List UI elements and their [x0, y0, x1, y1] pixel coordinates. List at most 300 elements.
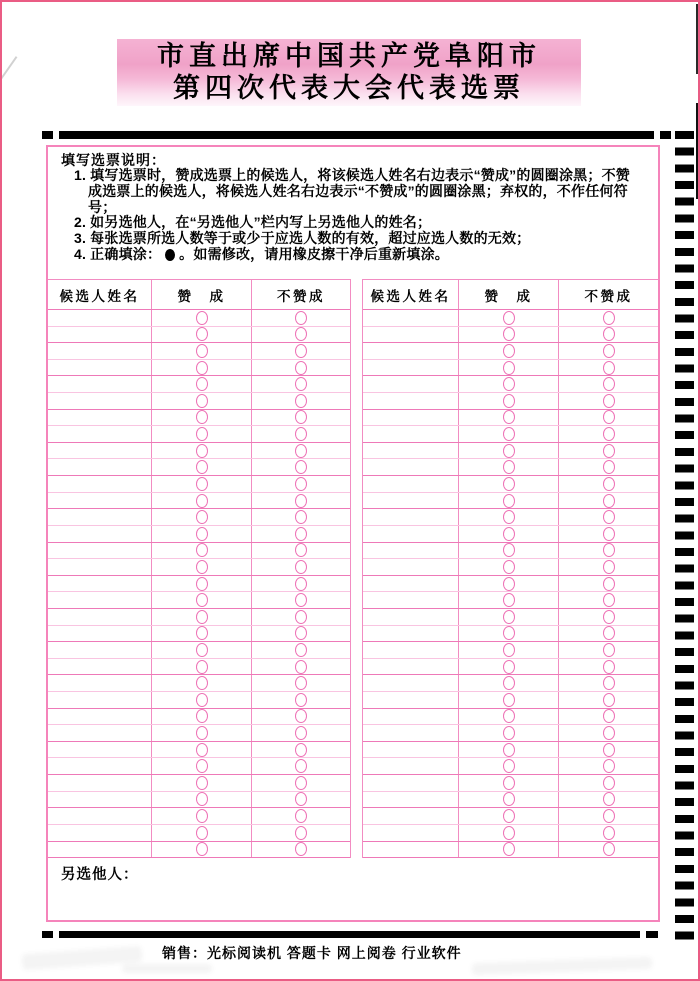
disapprove-bubble[interactable] — [603, 842, 615, 856]
candidate-name-cell[interactable] — [48, 659, 151, 675]
disapprove-bubble-cell[interactable] — [558, 725, 658, 741]
approve-bubble-cell[interactable] — [151, 808, 251, 824]
approve-bubble[interactable] — [196, 560, 208, 574]
approve-bubble[interactable] — [196, 510, 208, 524]
candidate-name-cell[interactable] — [363, 576, 458, 592]
approve-bubble-cell[interactable] — [458, 443, 558, 459]
disapprove-bubble-cell[interactable] — [558, 393, 658, 409]
approve-bubble-cell[interactable] — [151, 742, 251, 758]
disapprove-bubble[interactable] — [295, 593, 307, 607]
candidate-name-cell[interactable] — [48, 592, 151, 608]
approve-bubble[interactable] — [503, 743, 515, 757]
approve-bubble-cell[interactable] — [151, 327, 251, 343]
candidate-name-cell[interactable] — [48, 443, 151, 459]
approve-bubble-cell[interactable] — [151, 675, 251, 691]
approve-bubble-cell[interactable] — [151, 642, 251, 658]
candidate-name-cell[interactable] — [363, 426, 458, 442]
disapprove-bubble-cell[interactable] — [558, 825, 658, 841]
approve-bubble[interactable] — [503, 444, 515, 458]
approve-bubble[interactable] — [196, 593, 208, 607]
disapprove-bubble-cell[interactable] — [251, 310, 350, 326]
candidate-name-cell[interactable] — [363, 808, 458, 824]
approve-bubble[interactable] — [503, 792, 515, 806]
approve-bubble[interactable] — [503, 460, 515, 474]
approve-bubble-cell[interactable] — [458, 642, 558, 658]
disapprove-bubble-cell[interactable] — [251, 742, 350, 758]
approve-bubble-cell[interactable] — [151, 758, 251, 774]
disapprove-bubble[interactable] — [603, 626, 615, 640]
disapprove-bubble-cell[interactable] — [558, 609, 658, 625]
approve-bubble-cell[interactable] — [458, 709, 558, 725]
approve-bubble[interactable] — [196, 610, 208, 624]
approve-bubble[interactable] — [503, 643, 515, 657]
candidate-name-cell[interactable] — [363, 310, 458, 326]
candidate-name-cell[interactable] — [48, 360, 151, 376]
approve-bubble-cell[interactable] — [458, 675, 558, 691]
disapprove-bubble[interactable] — [295, 460, 307, 474]
approve-bubble[interactable] — [196, 842, 208, 856]
disapprove-bubble-cell[interactable] — [558, 592, 658, 608]
approve-bubble[interactable] — [196, 477, 208, 491]
approve-bubble[interactable] — [196, 410, 208, 424]
approve-bubble-cell[interactable] — [151, 626, 251, 642]
candidate-name-cell[interactable] — [48, 343, 151, 359]
disapprove-bubble-cell[interactable] — [558, 360, 658, 376]
approve-bubble-cell[interactable] — [458, 310, 558, 326]
approve-bubble[interactable] — [503, 543, 515, 557]
disapprove-bubble[interactable] — [295, 494, 307, 508]
approve-bubble-cell[interactable] — [458, 775, 558, 791]
candidate-name-cell[interactable] — [363, 559, 458, 575]
disapprove-bubble-cell[interactable] — [558, 509, 658, 525]
candidate-name-cell[interactable] — [48, 310, 151, 326]
disapprove-bubble-cell[interactable] — [251, 808, 350, 824]
approve-bubble[interactable] — [196, 643, 208, 657]
candidate-name-cell[interactable] — [48, 626, 151, 642]
approve-bubble-cell[interactable] — [458, 393, 558, 409]
disapprove-bubble-cell[interactable] — [251, 758, 350, 774]
candidate-name-cell[interactable] — [363, 376, 458, 392]
disapprove-bubble[interactable] — [295, 709, 307, 723]
candidate-name-cell[interactable] — [48, 825, 151, 841]
disapprove-bubble-cell[interactable] — [558, 758, 658, 774]
disapprove-bubble-cell[interactable] — [251, 825, 350, 841]
candidate-name-cell[interactable] — [48, 775, 151, 791]
disapprove-bubble[interactable] — [295, 510, 307, 524]
candidate-name-cell[interactable] — [363, 642, 458, 658]
approve-bubble[interactable] — [196, 743, 208, 757]
disapprove-bubble[interactable] — [603, 610, 615, 624]
approve-bubble[interactable] — [503, 826, 515, 840]
approve-bubble[interactable] — [196, 361, 208, 375]
candidate-name-cell[interactable] — [363, 493, 458, 509]
disapprove-bubble-cell[interactable] — [251, 709, 350, 725]
approve-bubble[interactable] — [196, 460, 208, 474]
disapprove-bubble-cell[interactable] — [558, 626, 658, 642]
approve-bubble-cell[interactable] — [458, 410, 558, 426]
approve-bubble-cell[interactable] — [151, 410, 251, 426]
disapprove-bubble-cell[interactable] — [251, 842, 350, 858]
approve-bubble-cell[interactable] — [458, 493, 558, 509]
candidate-name-cell[interactable] — [48, 725, 151, 741]
candidate-name-cell[interactable] — [48, 376, 151, 392]
approve-bubble-cell[interactable] — [458, 343, 558, 359]
approve-bubble-cell[interactable] — [151, 476, 251, 492]
candidate-name-cell[interactable] — [48, 758, 151, 774]
approve-bubble-cell[interactable] — [458, 327, 558, 343]
candidate-name-cell[interactable] — [363, 410, 458, 426]
disapprove-bubble-cell[interactable] — [251, 426, 350, 442]
candidate-name-cell[interactable] — [48, 393, 151, 409]
approve-bubble[interactable] — [196, 626, 208, 640]
candidate-name-cell[interactable] — [48, 709, 151, 725]
candidate-name-cell[interactable] — [48, 327, 151, 343]
approve-bubble[interactable] — [503, 693, 515, 707]
disapprove-bubble[interactable] — [295, 826, 307, 840]
candidate-name-cell[interactable] — [48, 692, 151, 708]
disapprove-bubble[interactable] — [295, 693, 307, 707]
disapprove-bubble[interactable] — [295, 743, 307, 757]
approve-bubble-cell[interactable] — [458, 808, 558, 824]
disapprove-bubble[interactable] — [295, 759, 307, 773]
disapprove-bubble[interactable] — [295, 842, 307, 856]
disapprove-bubble[interactable] — [603, 527, 615, 541]
disapprove-bubble[interactable] — [603, 560, 615, 574]
approve-bubble[interactable] — [196, 660, 208, 674]
disapprove-bubble[interactable] — [295, 477, 307, 491]
approve-bubble[interactable] — [196, 543, 208, 557]
approve-bubble-cell[interactable] — [151, 592, 251, 608]
approve-bubble-cell[interactable] — [458, 659, 558, 675]
disapprove-bubble[interactable] — [603, 709, 615, 723]
disapprove-bubble[interactable] — [295, 427, 307, 441]
approve-bubble[interactable] — [503, 427, 515, 441]
candidate-name-cell[interactable] — [48, 675, 151, 691]
disapprove-bubble[interactable] — [603, 809, 615, 823]
disapprove-bubble[interactable] — [295, 543, 307, 557]
approve-bubble-cell[interactable] — [458, 476, 558, 492]
disapprove-bubble[interactable] — [295, 361, 307, 375]
approve-bubble[interactable] — [196, 709, 208, 723]
disapprove-bubble[interactable] — [603, 494, 615, 508]
approve-bubble[interactable] — [503, 660, 515, 674]
approve-bubble[interactable] — [503, 676, 515, 690]
disapprove-bubble[interactable] — [603, 344, 615, 358]
candidate-name-cell[interactable] — [363, 526, 458, 542]
approve-bubble-cell[interactable] — [151, 559, 251, 575]
disapprove-bubble[interactable] — [295, 394, 307, 408]
disapprove-bubble[interactable] — [603, 676, 615, 690]
approve-bubble-cell[interactable] — [151, 343, 251, 359]
disapprove-bubble-cell[interactable] — [251, 543, 350, 559]
disapprove-bubble-cell[interactable] — [251, 659, 350, 675]
disapprove-bubble[interactable] — [603, 693, 615, 707]
approve-bubble[interactable] — [503, 477, 515, 491]
approve-bubble-cell[interactable] — [151, 543, 251, 559]
candidate-name-cell[interactable] — [363, 659, 458, 675]
candidate-name-cell[interactable] — [363, 725, 458, 741]
candidate-name-cell[interactable] — [363, 476, 458, 492]
disapprove-bubble-cell[interactable] — [558, 376, 658, 392]
candidate-name-cell[interactable] — [48, 559, 151, 575]
disapprove-bubble-cell[interactable] — [251, 725, 350, 741]
approve-bubble-cell[interactable] — [458, 543, 558, 559]
approve-bubble[interactable] — [503, 344, 515, 358]
candidate-name-cell[interactable] — [48, 808, 151, 824]
candidate-name-cell[interactable] — [363, 825, 458, 841]
disapprove-bubble-cell[interactable] — [558, 559, 658, 575]
disapprove-bubble-cell[interactable] — [251, 526, 350, 542]
approve-bubble[interactable] — [503, 726, 515, 740]
approve-bubble-cell[interactable] — [458, 609, 558, 625]
disapprove-bubble-cell[interactable] — [251, 642, 350, 658]
disapprove-bubble-cell[interactable] — [558, 543, 658, 559]
disapprove-bubble-cell[interactable] — [251, 493, 350, 509]
approve-bubble-cell[interactable] — [151, 310, 251, 326]
candidate-name-cell[interactable] — [363, 459, 458, 475]
disapprove-bubble[interactable] — [295, 809, 307, 823]
candidate-name-cell[interactable] — [363, 393, 458, 409]
approve-bubble-cell[interactable] — [151, 709, 251, 725]
approve-bubble-cell[interactable] — [458, 509, 558, 525]
disapprove-bubble[interactable] — [603, 726, 615, 740]
approve-bubble-cell[interactable] — [151, 725, 251, 741]
disapprove-bubble-cell[interactable] — [558, 675, 658, 691]
approve-bubble[interactable] — [196, 377, 208, 391]
candidate-name-cell[interactable] — [363, 609, 458, 625]
approve-bubble-cell[interactable] — [151, 609, 251, 625]
approve-bubble[interactable] — [196, 311, 208, 325]
disapprove-bubble[interactable] — [295, 444, 307, 458]
approve-bubble[interactable] — [503, 410, 515, 424]
approve-bubble-cell[interactable] — [458, 592, 558, 608]
approve-bubble[interactable] — [196, 826, 208, 840]
candidate-name-cell[interactable] — [363, 592, 458, 608]
disapprove-bubble-cell[interactable] — [558, 842, 658, 858]
candidate-name-cell[interactable] — [363, 626, 458, 642]
disapprove-bubble-cell[interactable] — [251, 393, 350, 409]
candidate-name-cell[interactable] — [48, 609, 151, 625]
disapprove-bubble[interactable] — [603, 444, 615, 458]
disapprove-bubble-cell[interactable] — [251, 675, 350, 691]
candidate-name-cell[interactable] — [48, 426, 151, 442]
disapprove-bubble[interactable] — [295, 377, 307, 391]
disapprove-bubble[interactable] — [603, 460, 615, 474]
disapprove-bubble-cell[interactable] — [251, 792, 350, 808]
candidate-name-cell[interactable] — [48, 459, 151, 475]
disapprove-bubble-cell[interactable] — [558, 343, 658, 359]
disapprove-bubble-cell[interactable] — [558, 576, 658, 592]
candidate-name-cell[interactable] — [363, 443, 458, 459]
approve-bubble[interactable] — [503, 560, 515, 574]
approve-bubble[interactable] — [196, 726, 208, 740]
approve-bubble-cell[interactable] — [151, 792, 251, 808]
candidate-name-cell[interactable] — [363, 509, 458, 525]
candidate-name-cell[interactable] — [48, 792, 151, 808]
candidate-name-cell[interactable] — [363, 692, 458, 708]
candidate-name-cell[interactable] — [48, 410, 151, 426]
disapprove-bubble[interactable] — [603, 643, 615, 657]
disapprove-bubble[interactable] — [603, 394, 615, 408]
approve-bubble[interactable] — [503, 626, 515, 640]
disapprove-bubble-cell[interactable] — [558, 792, 658, 808]
disapprove-bubble-cell[interactable] — [251, 343, 350, 359]
approve-bubble[interactable] — [196, 676, 208, 690]
approve-bubble-cell[interactable] — [458, 376, 558, 392]
candidate-name-cell[interactable] — [48, 476, 151, 492]
approve-bubble[interactable] — [503, 377, 515, 391]
approve-bubble[interactable] — [196, 809, 208, 823]
disapprove-bubble-cell[interactable] — [558, 459, 658, 475]
approve-bubble[interactable] — [196, 776, 208, 790]
disapprove-bubble[interactable] — [603, 377, 615, 391]
approve-bubble-cell[interactable] — [458, 758, 558, 774]
approve-bubble-cell[interactable] — [458, 459, 558, 475]
approve-bubble[interactable] — [503, 842, 515, 856]
candidate-name-cell[interactable] — [363, 543, 458, 559]
disapprove-bubble[interactable] — [603, 826, 615, 840]
disapprove-bubble-cell[interactable] — [558, 310, 658, 326]
disapprove-bubble-cell[interactable] — [558, 526, 658, 542]
approve-bubble[interactable] — [196, 527, 208, 541]
disapprove-bubble-cell[interactable] — [251, 576, 350, 592]
approve-bubble-cell[interactable] — [458, 742, 558, 758]
candidate-name-cell[interactable] — [48, 493, 151, 509]
candidate-name-cell[interactable] — [363, 709, 458, 725]
approve-bubble[interactable] — [196, 427, 208, 441]
approve-bubble-cell[interactable] — [151, 576, 251, 592]
approve-bubble[interactable] — [196, 394, 208, 408]
disapprove-bubble[interactable] — [603, 593, 615, 607]
approve-bubble[interactable] — [503, 527, 515, 541]
approve-bubble[interactable] — [503, 394, 515, 408]
approve-bubble-cell[interactable] — [151, 376, 251, 392]
disapprove-bubble-cell[interactable] — [558, 659, 658, 675]
approve-bubble-cell[interactable] — [151, 360, 251, 376]
approve-bubble[interactable] — [503, 494, 515, 508]
approve-bubble-cell[interactable] — [458, 559, 558, 575]
approve-bubble-cell[interactable] — [458, 626, 558, 642]
candidate-name-cell[interactable] — [363, 675, 458, 691]
approve-bubble-cell[interactable] — [458, 360, 558, 376]
candidate-name-cell[interactable] — [363, 343, 458, 359]
disapprove-bubble-cell[interactable] — [558, 742, 658, 758]
disapprove-bubble[interactable] — [603, 543, 615, 557]
approve-bubble-cell[interactable] — [458, 792, 558, 808]
approve-bubble[interactable] — [503, 709, 515, 723]
candidate-name-cell[interactable] — [48, 842, 151, 858]
disapprove-bubble[interactable] — [295, 560, 307, 574]
disapprove-bubble-cell[interactable] — [251, 376, 350, 392]
disapprove-bubble-cell[interactable] — [251, 609, 350, 625]
disapprove-bubble[interactable] — [603, 427, 615, 441]
disapprove-bubble[interactable] — [295, 410, 307, 424]
candidate-name-cell[interactable] — [363, 742, 458, 758]
approve-bubble[interactable] — [196, 444, 208, 458]
candidate-name-cell[interactable] — [363, 360, 458, 376]
approve-bubble[interactable] — [503, 361, 515, 375]
disapprove-bubble[interactable] — [295, 643, 307, 657]
disapprove-bubble-cell[interactable] — [558, 808, 658, 824]
candidate-name-cell[interactable] — [363, 792, 458, 808]
disapprove-bubble-cell[interactable] — [251, 360, 350, 376]
approve-bubble-cell[interactable] — [458, 692, 558, 708]
approve-bubble[interactable] — [196, 327, 208, 341]
approve-bubble-cell[interactable] — [151, 842, 251, 858]
approve-bubble[interactable] — [503, 510, 515, 524]
candidate-name-cell[interactable] — [363, 775, 458, 791]
approve-bubble-cell[interactable] — [151, 825, 251, 841]
approve-bubble[interactable] — [503, 327, 515, 341]
candidate-name-cell[interactable] — [363, 758, 458, 774]
disapprove-bubble-cell[interactable] — [251, 459, 350, 475]
disapprove-bubble-cell[interactable] — [251, 626, 350, 642]
disapprove-bubble-cell[interactable] — [251, 327, 350, 343]
disapprove-bubble-cell[interactable] — [558, 493, 658, 509]
disapprove-bubble[interactable] — [603, 311, 615, 325]
approve-bubble-cell[interactable] — [151, 509, 251, 525]
disapprove-bubble-cell[interactable] — [251, 410, 350, 426]
approve-bubble-cell[interactable] — [151, 426, 251, 442]
approve-bubble-cell[interactable] — [151, 526, 251, 542]
approve-bubble[interactable] — [196, 759, 208, 773]
disapprove-bubble[interactable] — [295, 327, 307, 341]
disapprove-bubble-cell[interactable] — [558, 775, 658, 791]
approve-bubble-cell[interactable] — [151, 393, 251, 409]
approve-bubble-cell[interactable] — [151, 443, 251, 459]
disapprove-bubble-cell[interactable] — [558, 426, 658, 442]
candidate-name-cell[interactable] — [48, 526, 151, 542]
approve-bubble-cell[interactable] — [151, 659, 251, 675]
approve-bubble[interactable] — [503, 759, 515, 773]
approve-bubble[interactable] — [196, 577, 208, 591]
disapprove-bubble[interactable] — [295, 776, 307, 790]
disapprove-bubble-cell[interactable] — [251, 443, 350, 459]
disapprove-bubble[interactable] — [295, 577, 307, 591]
disapprove-bubble-cell[interactable] — [558, 709, 658, 725]
approve-bubble[interactable] — [503, 809, 515, 823]
disapprove-bubble[interactable] — [295, 311, 307, 325]
disapprove-bubble-cell[interactable] — [251, 775, 350, 791]
disapprove-bubble[interactable] — [295, 527, 307, 541]
disapprove-bubble[interactable] — [295, 676, 307, 690]
approve-bubble-cell[interactable] — [458, 725, 558, 741]
disapprove-bubble-cell[interactable] — [558, 476, 658, 492]
approve-bubble-cell[interactable] — [458, 426, 558, 442]
approve-bubble-cell[interactable] — [458, 526, 558, 542]
disapprove-bubble[interactable] — [603, 776, 615, 790]
disapprove-bubble[interactable] — [603, 510, 615, 524]
disapprove-bubble[interactable] — [295, 626, 307, 640]
disapprove-bubble[interactable] — [603, 327, 615, 341]
approve-bubble[interactable] — [196, 693, 208, 707]
candidate-name-cell[interactable] — [48, 642, 151, 658]
approve-bubble-cell[interactable] — [458, 842, 558, 858]
disapprove-bubble-cell[interactable] — [251, 509, 350, 525]
disapprove-bubble[interactable] — [295, 792, 307, 806]
approve-bubble-cell[interactable] — [151, 775, 251, 791]
approve-bubble-cell[interactable] — [458, 825, 558, 841]
disapprove-bubble[interactable] — [603, 477, 615, 491]
disapprove-bubble[interactable] — [603, 660, 615, 674]
disapprove-bubble-cell[interactable] — [558, 410, 658, 426]
disapprove-bubble-cell[interactable] — [251, 592, 350, 608]
disapprove-bubble-cell[interactable] — [558, 692, 658, 708]
disapprove-bubble[interactable] — [603, 410, 615, 424]
approve-bubble[interactable] — [503, 610, 515, 624]
approve-bubble-cell[interactable] — [458, 576, 558, 592]
approve-bubble[interactable] — [196, 792, 208, 806]
